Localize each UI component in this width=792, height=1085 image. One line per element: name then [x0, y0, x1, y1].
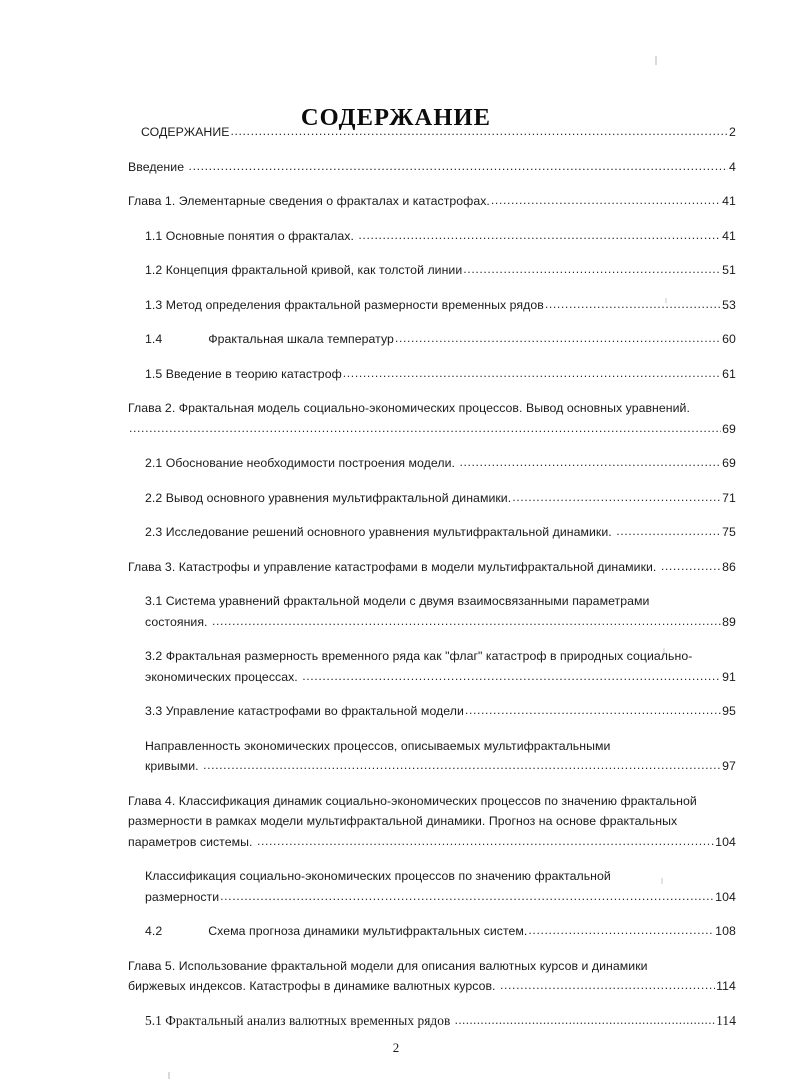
toc-entry-leader-line — [145, 1011, 736, 1032]
toc-entry-glava-5[interactable] — [128, 956, 736, 997]
toc-entry-leader-line — [145, 226, 736, 247]
toc-entry-glava-4[interactable] — [128, 791, 736, 853]
toc-entry-text-line: 3.1 Система уравнений фрактальной модели с двумя взаимосвязанными параметрами — [145, 594, 650, 608]
toc-entry-label: 3.3 Управление катастрофами во фрактальной модели — [145, 704, 464, 718]
toc-dot-leader — [512, 487, 721, 508]
toc-entry-label: Глава 3. Катастрофы и управление катастрофами в модели мультифрактальной динамики. — [128, 559, 660, 574]
toc-entry-1-3[interactable] — [145, 295, 736, 316]
toc-entry-page-number: 41 — [722, 228, 736, 243]
toc-entry-page-number: 69 — [722, 456, 736, 470]
toc-entry-page-number: 4 — [729, 159, 736, 174]
toc-entry-glava-1[interactable] — [128, 191, 736, 212]
toc-entry-page-number: 61 — [722, 366, 736, 381]
toc-entry-1-4[interactable] — [145, 329, 736, 350]
toc-entry-page-number: 95 — [722, 704, 736, 718]
toc-dot-leader — [491, 190, 721, 211]
toc-dot-leader — [257, 831, 714, 852]
toc-dot-leader — [455, 1010, 715, 1031]
toc-entry-leader-line — [145, 260, 736, 281]
toc-entry-vvedenie[interactable] — [128, 157, 736, 178]
toc-entry-1-2[interactable] — [145, 260, 736, 281]
toc-dot-leader — [203, 755, 721, 776]
toc-entry-label: Схема прогноза динамики мультифрактальных систем. — [208, 924, 528, 938]
toc-entry-leader-line — [145, 887, 736, 908]
toc-entry-glava-2[interactable] — [128, 398, 736, 439]
toc-entry-leader-line — [145, 329, 736, 350]
toc-dot-leader — [500, 975, 715, 996]
toc-dot-leader — [230, 121, 728, 142]
toc-entry-number: 1.4 — [145, 332, 163, 346]
toc-entry-leader-line — [128, 419, 736, 440]
toc-dot-leader — [343, 363, 721, 384]
toc-entry-leader-line — [128, 157, 736, 178]
toc-entry-page-number: 114 — [716, 979, 736, 993]
toc-dot-leader — [395, 328, 721, 349]
toc-entry-label: биржевых индексов. Катастрофы в динамике валютных курсов. — [128, 979, 499, 993]
toc-entry-soderzhanie[interactable] — [141, 122, 736, 143]
toc-entry-text-line: размерности в рамках модели мультифрактальной динамики. Прогноз на основе фрактальных — [128, 814, 678, 828]
toc-entry-leader-line — [145, 364, 736, 385]
toc-dot-leader — [189, 156, 729, 177]
toc-entry-leader-line — [145, 488, 736, 509]
toc-entry-leader-line — [145, 612, 736, 633]
toc-dot-leader — [459, 452, 721, 473]
page-title: СОДЕРЖАНИЕ — [300, 104, 492, 132]
toc-entry-4-2[interactable] — [145, 921, 736, 942]
toc-entry-leader-line — [145, 701, 736, 722]
scan-artifact-speck — [168, 1072, 170, 1079]
toc-entry-text-line: 3.2 Фрактальная размерность временного ряда как "флаг" катастроф в природных социально- — [145, 649, 693, 663]
toc-entry-page-number: 104 — [715, 889, 736, 904]
toc-entry-leader-line — [128, 976, 736, 997]
toc-entry-page-number: 108 — [715, 924, 736, 938]
toc-entry-leader-line — [128, 832, 736, 853]
toc-dot-leader — [212, 611, 721, 632]
toc-entry-text-line: Глава 2. Фрактальная модель социально-экономических процессов. Вывод основных уравнений. — [128, 401, 690, 415]
toc-entry-label: Глава 1. Элементарные сведения о фракталах и катастрофах. — [128, 194, 490, 208]
toc-entry-label: 1.5 Введение в теорию катастроф — [145, 366, 342, 381]
toc-entry-text-line: Направленность экономических процессов, описываемых мультифрактальными — [145, 738, 611, 753]
toc-dot-leader — [463, 259, 721, 280]
scan-artifact-speck — [655, 56, 657, 65]
toc-entry-leader-line — [145, 295, 736, 316]
toc-entry-page-number: 91 — [722, 669, 736, 684]
toc-entry-label: 1.1 Основные понятия о фракталах. — [145, 228, 358, 243]
toc-entry-label: 2.1 Обоснование необходимости построения модели. — [145, 456, 459, 470]
toc-dot-leader — [302, 666, 721, 687]
toc-entry-text-line: Глава 4. Классификация динамик социально-экономических процессов по значению фрактальной — [128, 793, 697, 808]
toc-entry-page-number: 60 — [722, 332, 736, 346]
toc-entry-glava-3[interactable] — [128, 557, 736, 578]
toc-dot-leader — [661, 556, 721, 577]
toc-entry-2-2[interactable] — [145, 488, 736, 509]
toc-dot-leader — [129, 418, 721, 439]
toc-entry-2-3[interactable] — [145, 522, 736, 543]
toc-entry-label: 5.1 Фрактальный анализ валютных временных рядов — [145, 1012, 454, 1028]
toc-entry-1-5[interactable] — [145, 364, 736, 385]
toc-entry-number: 4.2 — [145, 924, 163, 938]
toc-dot-leader — [545, 294, 721, 315]
toc-entry-label: состояния. — [145, 614, 211, 629]
toc-dot-leader — [220, 886, 714, 907]
toc-entry-page-number: 86 — [722, 559, 736, 574]
toc-entry-label: Введение — [128, 159, 188, 174]
toc-entry-label: параметров системы. — [128, 834, 256, 849]
toc-entry-text-line: Глава 5. Использование фрактальной модели для описания валютных курсов и динамики — [128, 958, 648, 973]
toc-entry-leader-line — [145, 921, 736, 942]
toc-entry-label: размерности — [145, 889, 220, 904]
toc-entry-3-3[interactable] — [145, 701, 736, 722]
toc-entry-3-1[interactable] — [145, 591, 736, 632]
toc-entry-1-1[interactable] — [145, 226, 736, 247]
toc-entry-leader-line — [141, 122, 736, 143]
toc-entry-leader-line — [128, 191, 736, 212]
toc-entry-leader-line — [145, 667, 736, 688]
toc-entry-page-number: 53 — [722, 297, 736, 312]
toc-entry-page-number: 75 — [722, 525, 736, 539]
toc-entry-3-4[interactable] — [145, 736, 736, 777]
toc-entry-2-1[interactable] — [145, 453, 736, 474]
toc-dot-leader — [465, 700, 721, 721]
toc-entry-page-number: 89 — [722, 614, 736, 629]
toc-dot-leader — [358, 225, 721, 246]
toc-entry-4-1[interactable] — [145, 866, 736, 907]
toc-entry-label: Фрактальная шкала температур — [208, 332, 394, 346]
toc-entry-text-line: Классификация социально-экономических процессов по значению фрактальной — [145, 869, 611, 883]
toc-entry-leader-line — [145, 453, 736, 474]
toc-entry-5-1[interactable] — [145, 1011, 736, 1032]
toc-entry-label: СОДЕРЖАНИЕ — [141, 125, 230, 139]
toc-entry-label: экономических процессах. — [145, 669, 302, 684]
toc-entry-3-2[interactable] — [145, 646, 736, 687]
toc-dot-leader — [528, 920, 714, 941]
toc-entry-page-number: 51 — [722, 263, 736, 277]
toc-entry-leader-line — [145, 756, 736, 777]
toc-entry-label: кривыми. — [145, 759, 203, 773]
toc-entry-page-number: 69 — [722, 421, 736, 436]
footer-page-number: 2 — [392, 1040, 400, 1055]
toc-entry-page-number: 97 — [722, 759, 736, 773]
toc-entry-page-number: 41 — [722, 194, 736, 208]
table-of-contents — [128, 122, 736, 1045]
toc-entry-leader-line — [145, 522, 736, 543]
toc-entry-label: 1.3 Метод определения фрактальной размерности временных рядов — [145, 297, 544, 312]
toc-entry-page-number: 2 — [729, 125, 736, 139]
toc-entry-page-number: 104 — [715, 834, 736, 849]
toc-entry-label: 1.2 Концепция фрактальной кривой, как толстой линии — [145, 263, 463, 277]
toc-entry-label: 2.2 Вывод основного уравнения мультифрактальной динамики. — [145, 490, 512, 505]
toc-dot-leader — [616, 521, 721, 542]
toc-entry-label: 2.3 Исследование решений основного уравнения мультифрактальной динамики. — [145, 525, 616, 539]
toc-entry-leader-line — [128, 557, 736, 578]
toc-entry-page-number: 71 — [722, 490, 736, 505]
toc-entry-page-number: 114 — [716, 1012, 736, 1028]
